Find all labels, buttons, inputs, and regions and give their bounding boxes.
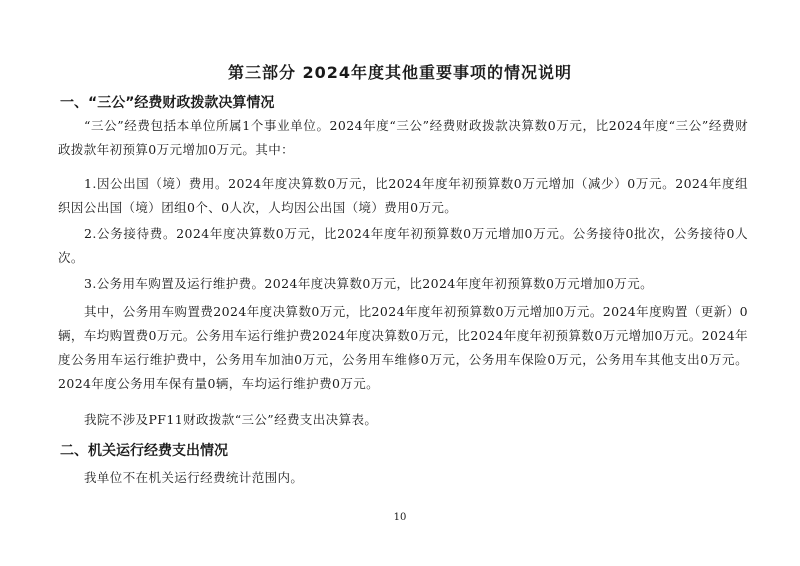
section-heading-three-public: 一、“三公”经费财政拨款决算情况	[60, 95, 275, 111]
paragraph-item-3-detail: 其中，公务用车购置费2024年度决算数0万元，比2024年度年初预算数0万元增加0万元。2024年度购置（更新）0辆，车均购置费0万元。公务用车运行维护费2024年度决算数0万元，比2024年度年初预算数0万元增加0万元。2024年度公务用车运行维护费中，公务用车加油0万元，公务用车维修0万元，公务用车保险0万元，公务用车其他支出0万元。2024年度公务用车保有量0辆，车均运行维护费0万元。	[58, 304, 748, 391]
page-number: 10	[393, 512, 407, 523]
paragraph-intro: “三公”经费包括本单位所属1个事业单位。2024年度“三公”经费财政拨款决算数0万元，比2024年度“三公”经费财政拨款年初预算0万元增加0万元。其中：	[58, 118, 748, 157]
paragraph-item-2: 2.公务接待费。2024年度决算数0万元，比2024年度年初预算数0万元增加0万元。公务接待0批次，公务接待0人次。	[58, 226, 748, 265]
paragraph-item-1: 1.因公出国（境）费用。2024年度决算数0万元，比2024年度年初预算数0万元增加（减少）0万元。2024年度组织因公出国（境）团组0个、0人次，人均因公出国（境）费用0万元。	[58, 176, 748, 215]
paragraph-item-3: 3.公务用车购置及运行维护费。2024年度决算数0万元，比2024年度年初预算数0万元增加0万元。	[84, 276, 654, 291]
section-heading-operating-costs: 二、机关运行经费支出情况	[60, 443, 228, 459]
paragraph-note: 我院不涉及PF11财政拨款“三公”经费支出决算表。	[84, 412, 378, 427]
paragraph-operating-costs: 我单位不在机关运行经费统计范围内。	[84, 470, 304, 485]
page-title: 第三部分 2024年度其他重要事项的情况说明	[227, 63, 573, 82]
